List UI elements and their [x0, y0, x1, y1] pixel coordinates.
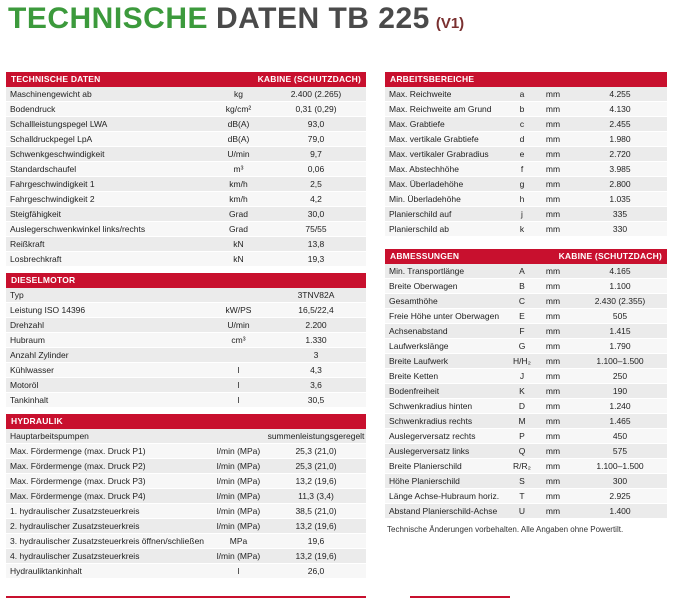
cell-unit: mm: [545, 431, 561, 441]
cell-label: Fahrgeschwindigkeit 1: [10, 179, 95, 189]
cell-sym: f: [520, 164, 524, 174]
cell-value: 1.240: [609, 401, 631, 411]
table-row: [6, 534, 366, 549]
cell-unit: kN: [233, 254, 244, 264]
cell-value: 1.790: [609, 341, 631, 351]
table-row: [385, 132, 667, 147]
table-row: [6, 564, 366, 579]
section-abmessungen: [385, 249, 667, 519]
cell-label: Planierschild ab: [389, 224, 450, 234]
table-row: [6, 192, 366, 207]
table-row: [385, 294, 667, 309]
cell-sym: A: [519, 266, 525, 276]
section-subtitle: KABINE (SCHUTZDACH): [257, 74, 361, 84]
cell-unit: m³: [233, 164, 244, 174]
section-title: HYDRAULIK: [11, 416, 63, 426]
cell-value: 1.035: [609, 194, 631, 204]
cell-value: 4.255: [609, 89, 631, 99]
cell-label: 2. hydraulischer Zusatzsteuerkreis: [10, 521, 140, 531]
title-part-1: TECHNISCHE: [8, 2, 209, 35]
table-row: [385, 429, 667, 444]
section-arbeitsbereiche: [385, 72, 667, 237]
cell-label: Freie Höhe unter Oberwagen: [389, 311, 500, 321]
title-part-2: DATEN TB 225: [216, 2, 430, 35]
cell-value: 505: [612, 311, 628, 321]
cell-label: Laufwerkslänge: [389, 341, 449, 351]
cell-label: Schallleistungspegel LWA: [10, 119, 108, 129]
table-row: [385, 444, 667, 459]
cell-sym: Q: [518, 446, 526, 456]
cell-label: Schalldruckpegel LpA: [10, 134, 93, 144]
left-column: [6, 72, 366, 585]
table-row: [385, 162, 667, 177]
section-hydraulik: [6, 414, 366, 579]
cell-label: Kühlwasser: [10, 365, 54, 375]
cell-unit: mm: [545, 89, 561, 99]
cell-label: Breite Oberwagen: [389, 281, 458, 291]
cell-unit: l/min (MPa): [216, 476, 261, 486]
section-header: [6, 72, 366, 87]
cell-label: Bodenfreiheit: [389, 386, 440, 396]
cell-value: 2,5: [310, 179, 322, 189]
cell-value: 3TNV82A: [297, 290, 335, 300]
cell-label: Breite Ketten: [389, 371, 439, 381]
cell-label: Steigfähigkeit: [10, 209, 62, 219]
table-row: [6, 303, 366, 318]
footnote: Technische Änderungen vorbehalten. Alle Angaben ohne Powertilt.: [387, 525, 624, 534]
cell-unit: kg/cm²: [225, 104, 252, 114]
cell-value: 335: [612, 209, 628, 219]
cell-value: 19,3: [307, 254, 325, 264]
table-row: [6, 237, 366, 252]
cell-unit: mm: [545, 506, 561, 516]
cell-sym: b: [519, 104, 525, 114]
cell-value: 30,5: [307, 395, 325, 405]
cell-label: Tankinhalt: [10, 395, 49, 405]
cell-label: Max. Überladehöhe: [389, 179, 464, 189]
cell-value: 13,2 (19,6): [295, 521, 337, 531]
cell-unit: mm: [545, 386, 561, 396]
section-header: [385, 72, 667, 87]
cell-unit: l: [237, 365, 240, 375]
cell-value: 3.985: [609, 164, 631, 174]
table-row: [6, 117, 366, 132]
table-row: [6, 252, 366, 267]
cell-label: Max. vertikale Grabtiefe: [389, 134, 479, 144]
cell-unit: mm: [545, 104, 561, 114]
cell-label: Auslegerversatz rechts: [389, 431, 476, 441]
cell-value: 2.925: [609, 491, 631, 501]
table-row: [385, 339, 667, 354]
cell-sym: C: [518, 296, 526, 306]
cell-sym: e: [519, 149, 525, 159]
table-row: [385, 87, 667, 102]
cell-unit: mm: [545, 149, 561, 159]
cell-sym: D: [518, 401, 526, 411]
cell-value: 2.200: [305, 320, 327, 330]
cell-unit: dB(A): [227, 119, 250, 129]
bottom-rule-right: [410, 596, 510, 598]
cell-sym: d: [519, 134, 525, 144]
cell-value: 4,3: [310, 365, 322, 375]
cell-value: 9,7: [310, 149, 322, 159]
cell-sym: G: [518, 341, 526, 351]
cell-label: Hydrauliktankinhalt: [10, 566, 82, 576]
table-row: [6, 132, 366, 147]
cell-value: 1.100: [609, 281, 631, 291]
cell-label: Achsenabstand: [389, 326, 448, 336]
cell-value: 2.400 (2.265): [290, 89, 342, 99]
cell-unit: mm: [545, 266, 561, 276]
cell-unit: mm: [545, 224, 561, 234]
cell-value: 1.330: [305, 335, 327, 345]
cell-value: 25,3 (21,0): [295, 461, 337, 471]
cell-unit: mm: [545, 491, 561, 501]
table-row: [385, 369, 667, 384]
cell-unit: mm: [545, 416, 561, 426]
cell-label: Leistung ISO 14396: [10, 305, 86, 315]
table-row: [6, 348, 366, 363]
cell-value: 450: [612, 431, 628, 441]
cell-label: Typ: [10, 290, 24, 300]
table-row: [385, 414, 667, 429]
bottom-rule: [6, 596, 366, 598]
cell-value: 1.415: [609, 326, 631, 336]
cell-unit: mm: [545, 179, 561, 189]
cell-value: 4.130: [609, 104, 631, 114]
cell-label: Bodendruck: [10, 104, 56, 114]
table-row: [385, 309, 667, 324]
cell-unit: l/min (MPa): [216, 491, 261, 501]
cell-unit: l: [237, 380, 240, 390]
cell-unit: mm: [545, 341, 561, 351]
page-title: [8, 2, 464, 42]
cell-unit: l/min (MPa): [216, 461, 261, 471]
cell-unit: mm: [545, 194, 561, 204]
cell-label: Gesamthöhe: [389, 296, 438, 306]
cell-value: 11,3 (3,4): [298, 491, 334, 501]
cell-value: 1.100–1.500: [596, 461, 644, 471]
cell-label: Max. Fördermenge (max. Druck P2): [10, 461, 146, 471]
table-row: [385, 354, 667, 369]
cell-unit: l/min (MPa): [216, 506, 261, 516]
cell-label: Reißkraft: [10, 239, 45, 249]
table-row: [385, 192, 667, 207]
cell-label: Losbrechkraft: [10, 254, 62, 264]
cell-label: Abstand Planierschild-Achse: [389, 506, 498, 516]
cell-unit: mm: [545, 371, 561, 381]
cell-unit: km/h: [229, 179, 248, 189]
cell-unit: mm: [545, 401, 561, 411]
cell-label: Max. Reichweite: [389, 89, 452, 99]
table-row: [385, 147, 667, 162]
table-row: [6, 504, 366, 519]
cell-value: 300: [612, 476, 628, 486]
data-table: [6, 87, 366, 267]
section-title: TECHNISCHE DATEN: [11, 74, 101, 84]
cell-label: Fahrgeschwindigkeit 2: [10, 194, 95, 204]
cell-unit: l/min (MPa): [216, 551, 261, 561]
data-table: [385, 87, 667, 237]
cell-value: summenleistungsgeregelt: [267, 431, 365, 441]
cell-unit: Grad: [229, 209, 248, 219]
cell-value: 2.455: [609, 119, 631, 129]
cell-value: 1.100–1.500: [596, 356, 644, 366]
cell-unit: mm: [545, 461, 561, 471]
cell-unit: mm: [545, 311, 561, 321]
cell-unit: U/min: [227, 320, 250, 330]
cell-value: 0,31 (0,29): [295, 104, 337, 114]
cell-unit: kg: [234, 89, 243, 99]
cell-value: 16,5/22,4: [298, 305, 334, 315]
cell-unit: cm³: [231, 335, 246, 345]
cell-label: Min. Überladehöhe: [389, 194, 461, 204]
cell-label: Max. Fördermenge (max. Druck P3): [10, 476, 146, 486]
cell-sym: h: [519, 194, 525, 204]
section-title: DIESELMOTOR: [11, 275, 76, 285]
title-version: (V1): [435, 15, 465, 32]
cell-value: 13,8: [307, 239, 325, 249]
section-header: [6, 273, 366, 288]
table-row: [385, 117, 667, 132]
cell-value: 2.720: [609, 149, 631, 159]
cell-label: Max. Grabtiefe: [389, 119, 445, 129]
table-row: [6, 489, 366, 504]
cell-label: Höhe Planierschild: [389, 476, 460, 486]
cell-value: 79,0: [307, 134, 325, 144]
cell-sym: P: [519, 431, 525, 441]
cell-label: Hubraum: [10, 335, 45, 345]
cell-unit: l: [237, 566, 240, 576]
cell-label: 3. hydraulischer Zusatzsteuerkreis öffnen/schließen: [10, 536, 205, 546]
cell-sym: K: [519, 386, 525, 396]
table-row: [385, 324, 667, 339]
table-row: [6, 333, 366, 348]
cell-value: 0,06: [307, 164, 325, 174]
data-table: [6, 288, 366, 408]
cell-label: Anzahl Zylinder: [10, 350, 69, 360]
table-row: [6, 549, 366, 564]
cell-sym: c: [519, 119, 525, 129]
cell-value: 26,0: [307, 566, 325, 576]
table-row: [6, 429, 366, 444]
cell-sym: H/H₂: [513, 356, 531, 366]
table-row: [385, 102, 667, 117]
table-row: [6, 378, 366, 393]
cell-value: 1.465: [609, 416, 631, 426]
cell-unit: mm: [545, 446, 561, 456]
section-header: [6, 414, 366, 429]
cell-label: Auslegerversatz links: [389, 446, 470, 456]
cell-label: Max. Abstechhöhe: [389, 164, 459, 174]
cell-unit: mm: [545, 209, 561, 219]
data-table: [6, 429, 366, 579]
cell-label: Breite Planierschild: [389, 461, 462, 471]
cell-label: Max. Fördermenge (max. Druck P4): [10, 491, 146, 501]
cell-value: 19,6: [307, 536, 325, 546]
cell-unit: Grad: [229, 224, 248, 234]
cell-value: 4,2: [310, 194, 322, 204]
cell-sym: g: [519, 179, 525, 189]
cell-value: 30,0: [307, 209, 325, 219]
cell-sym: F: [519, 326, 525, 336]
cell-label: Schwenkgeschwindigkeit: [10, 149, 105, 159]
cell-label: Drehzahl: [10, 320, 45, 330]
table-row: [385, 279, 667, 294]
cell-value: 75/55: [305, 224, 327, 234]
table-row: [6, 288, 366, 303]
cell-unit: mm: [545, 134, 561, 144]
cell-unit: kW/PS: [225, 305, 252, 315]
section-title: ARBEITSBEREICHE: [390, 74, 475, 84]
table-row: [6, 102, 366, 117]
cell-unit: l: [237, 395, 240, 405]
cell-label: Maschinengewicht ab: [10, 89, 92, 99]
table-row: [6, 363, 366, 378]
cell-value: 250: [612, 371, 628, 381]
section-subtitle: KABINE (SCHUTZDACH): [558, 251, 662, 261]
cell-label: Schwenkradius rechts: [389, 416, 473, 426]
table-row: [6, 162, 366, 177]
cell-label: Auslegerschwenkwinkel links/rechts: [10, 224, 146, 234]
cell-value: 38,5 (21,0): [295, 506, 337, 516]
cell-sym: B: [519, 281, 525, 291]
cell-value: 13,2 (19,6): [295, 476, 337, 486]
cell-sym: E: [519, 311, 525, 321]
cell-value: 3,6: [310, 380, 322, 390]
table-row: [6, 222, 366, 237]
table-row: [385, 504, 667, 519]
cell-label: Hauptarbeitspumpen: [10, 431, 89, 441]
cell-sym: S: [519, 476, 525, 486]
cell-label: Motoröl: [10, 380, 39, 390]
table-row: [6, 207, 366, 222]
cell-sym: R/R₂: [513, 461, 531, 471]
cell-sym: k: [519, 224, 525, 234]
table-row: [6, 474, 366, 489]
cell-unit: mm: [545, 296, 561, 306]
table-row: [6, 87, 366, 102]
cell-unit: kN: [233, 239, 244, 249]
table-row: [385, 459, 667, 474]
cell-value: 190: [612, 386, 628, 396]
section-dieselmotor: [6, 273, 366, 408]
data-table: [385, 264, 667, 519]
table-row: [6, 519, 366, 534]
cell-value: 93,0: [307, 119, 325, 129]
cell-sym: J: [519, 371, 525, 381]
cell-value: 1.980: [609, 134, 631, 144]
cell-label: Planierschild auf: [389, 209, 452, 219]
cell-value: 25,3 (21,0): [295, 446, 337, 456]
section-header: [385, 249, 667, 264]
cell-sym: T: [519, 491, 525, 501]
cell-unit: mm: [545, 164, 561, 174]
cell-unit: mm: [545, 476, 561, 486]
table-row: [6, 318, 366, 333]
table-row: [385, 474, 667, 489]
table-row: [6, 393, 366, 408]
cell-value: 4.165: [609, 266, 631, 276]
cell-unit: U/min: [227, 149, 250, 159]
cell-unit: mm: [545, 281, 561, 291]
cell-sym: j: [521, 209, 523, 219]
cell-unit: l/min (MPa): [216, 446, 261, 456]
section-technische-daten: [6, 72, 366, 267]
cell-value: 13,2 (19,6): [295, 551, 337, 561]
cell-sym: a: [519, 89, 525, 99]
cell-sym: U: [518, 506, 526, 516]
cell-unit: mm: [545, 119, 561, 129]
cell-value: 330: [612, 224, 628, 234]
cell-value: 575: [612, 446, 628, 456]
cell-unit: mm: [545, 326, 561, 336]
cell-label: Breite Laufwerk: [389, 356, 449, 366]
table-row: [6, 177, 366, 192]
table-row: [6, 459, 366, 474]
cell-sym: M: [518, 416, 526, 426]
cell-label: Max. Fördermenge (max. Druck P1): [10, 446, 146, 456]
cell-label: Schwenkradius hinten: [389, 401, 473, 411]
cell-label: Standardschaufel: [10, 164, 77, 174]
table-row: [385, 222, 667, 237]
cell-value: 2.800: [609, 179, 631, 189]
cell-label: Min. Transportlänge: [389, 266, 465, 276]
cell-label: 4. hydraulischer Zusatzsteuerkreis: [10, 551, 140, 561]
cell-unit: MPa: [229, 536, 248, 546]
cell-value: 1.400: [609, 506, 631, 516]
table-row: [385, 489, 667, 504]
section-title: ABMESSUNGEN: [390, 251, 460, 261]
cell-unit: l/min (MPa): [216, 521, 261, 531]
table-row: [385, 264, 667, 279]
cell-unit: km/h: [229, 194, 248, 204]
cell-unit: dB(A): [227, 134, 250, 144]
cell-label: Max. Reichweite am Grund: [389, 104, 492, 114]
table-row: [385, 207, 667, 222]
table-row: [6, 147, 366, 162]
cell-unit: mm: [545, 356, 561, 366]
table-row: [385, 399, 667, 414]
table-row: [385, 384, 667, 399]
table-row: [6, 444, 366, 459]
cell-label: 1. hydraulischer Zusatzsteuerkreis: [10, 506, 140, 516]
cell-label: Länge Achse-Hubraum horiz.: [389, 491, 500, 501]
cell-label: Max. vertikaler Grabradius: [389, 149, 489, 159]
table-row: [385, 177, 667, 192]
cell-value: 2.430 (2.355): [594, 296, 646, 306]
cell-value: 3: [313, 350, 319, 360]
right-column: [385, 72, 667, 534]
